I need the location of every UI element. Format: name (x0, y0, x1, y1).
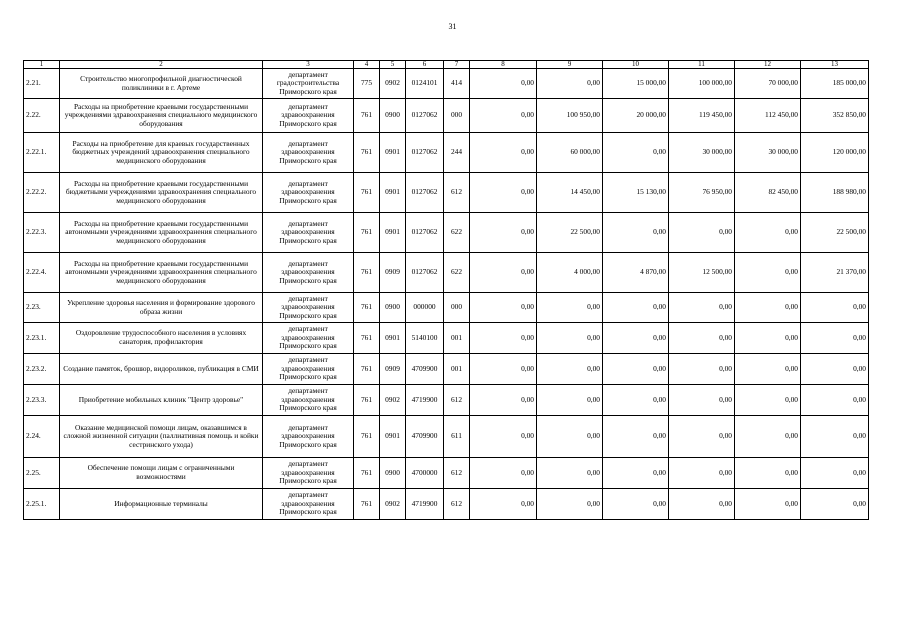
value-col-12: 0,00 (735, 213, 801, 253)
value-col-10: 0,00 (603, 133, 669, 173)
row-number: 2.24. (24, 416, 60, 458)
row-number: 2.23.3. (24, 385, 60, 416)
value-col-10: 20 000,00 (603, 99, 669, 133)
value-col-11: 0,00 (669, 354, 735, 385)
table-row (24, 133, 869, 173)
row-number: 2.25.1. (24, 489, 60, 520)
row-department: департамент здравоохранения Приморского края (263, 293, 354, 323)
row-title: Обеспечение помощи лицам с ограниченными возможностями (60, 458, 263, 489)
code-target: 4700000 (406, 458, 444, 489)
row-department: департамент здравоохранения Приморского края (263, 133, 354, 173)
value-col-11: 100 000,00 (669, 69, 735, 99)
table-row (24, 323, 869, 354)
table-row (24, 173, 869, 213)
code-type: 000 (444, 99, 470, 133)
value-col-8: 0,00 (470, 69, 537, 99)
code-section: 0900 (380, 293, 406, 323)
value-col-9: 0,00 (537, 489, 603, 520)
value-col-13: 0,00 (801, 458, 869, 489)
value-col-11: 0,00 (669, 323, 735, 354)
code-section: 0901 (380, 133, 406, 173)
value-col-12: 0,00 (735, 293, 801, 323)
row-department: департамент здравоохранения Приморского края (263, 416, 354, 458)
value-col-8: 0,00 (470, 133, 537, 173)
page-number: 31 (448, 22, 457, 31)
value-col-12: 0,00 (735, 458, 801, 489)
code-grbs: 761 (354, 133, 380, 173)
table-row (24, 99, 869, 133)
column-header: 5 (380, 61, 406, 69)
column-header: 9 (537, 61, 603, 69)
value-col-9: 0,00 (537, 458, 603, 489)
code-type: 000 (444, 293, 470, 323)
value-col-13: 120 000,00 (801, 133, 869, 173)
table-body (24, 61, 869, 520)
code-type: 244 (444, 133, 470, 173)
value-col-10: 0,00 (603, 354, 669, 385)
row-number: 2.21. (24, 69, 60, 99)
value-col-8: 0,00 (470, 323, 537, 354)
value-col-13: 22 500,00 (801, 213, 869, 253)
code-target: 0127062 (406, 173, 444, 213)
row-department: департамент здравоохранения Приморского края (263, 354, 354, 385)
value-col-10: 0,00 (603, 416, 669, 458)
code-grbs: 761 (354, 253, 380, 293)
row-department: департамент здравоохранения Приморского края (263, 253, 354, 293)
value-col-13: 188 980,00 (801, 173, 869, 213)
budget-table (23, 60, 869, 520)
value-col-9: 0,00 (537, 385, 603, 416)
code-target: 0127062 (406, 133, 444, 173)
value-col-10: 0,00 (603, 323, 669, 354)
value-col-8: 0,00 (470, 293, 537, 323)
value-col-9: 60 000,00 (537, 133, 603, 173)
value-col-12: 0,00 (735, 253, 801, 293)
table-row (24, 293, 869, 323)
value-col-8: 0,00 (470, 213, 537, 253)
code-type: 414 (444, 69, 470, 99)
value-col-11: 119 450,00 (669, 99, 735, 133)
value-col-13: 0,00 (801, 293, 869, 323)
code-grbs: 761 (354, 173, 380, 213)
column-header: 10 (603, 61, 669, 69)
row-number: 2.22. (24, 99, 60, 133)
value-col-9: 14 450,00 (537, 173, 603, 213)
table-row (24, 416, 869, 458)
value-col-13: 185 000,00 (801, 69, 869, 99)
row-number: 2.25. (24, 458, 60, 489)
row-department: департамент здравоохранения Приморского края (263, 213, 354, 253)
value-col-12: 0,00 (735, 354, 801, 385)
column-header: 11 (669, 61, 735, 69)
value-col-12: 0,00 (735, 385, 801, 416)
value-col-8: 0,00 (470, 458, 537, 489)
row-department: департамент градостроительства Приморского края (263, 69, 354, 99)
row-title: Создание памяток, брошюр, видороликов, публикация в СМИ (60, 354, 263, 385)
row-number: 2.22.2. (24, 173, 60, 213)
row-department: департамент здравоохранения Приморского края (263, 323, 354, 354)
value-col-12: 70 000,00 (735, 69, 801, 99)
code-type: 612 (444, 173, 470, 213)
value-col-8: 0,00 (470, 173, 537, 213)
value-col-13: 352 850,00 (801, 99, 869, 133)
value-col-12: 0,00 (735, 489, 801, 520)
code-type: 622 (444, 253, 470, 293)
row-title: Расходы на приобретение краевыми государственными бюджетными учреждениями здравоохранения специального медицинского оборудования (60, 173, 263, 213)
row-title: Расходы на приобретение краевыми государственными учреждениями здравоохранения специального медицинского оборудования (60, 99, 263, 133)
code-grbs: 761 (354, 385, 380, 416)
code-type: 001 (444, 354, 470, 385)
value-col-9: 0,00 (537, 354, 603, 385)
value-col-8: 0,00 (470, 99, 537, 133)
value-col-12: 82 450,00 (735, 173, 801, 213)
code-section: 0901 (380, 416, 406, 458)
code-section: 0900 (380, 458, 406, 489)
code-target: 0124101 (406, 69, 444, 99)
code-target: 4719900 (406, 489, 444, 520)
value-col-9: 22 500,00 (537, 213, 603, 253)
row-title: Приобретение мобильных клиник "Центр здоровье" (60, 385, 263, 416)
code-section: 0902 (380, 385, 406, 416)
value-col-11: 12 500,00 (669, 253, 735, 293)
row-number: 2.23.1. (24, 323, 60, 354)
row-department: департамент здравоохранения Приморского края (263, 99, 354, 133)
code-grbs: 761 (354, 213, 380, 253)
value-col-11: 0,00 (669, 213, 735, 253)
value-col-11: 0,00 (669, 458, 735, 489)
code-target: 0127062 (406, 99, 444, 133)
code-section: 0901 (380, 213, 406, 253)
code-type: 612 (444, 489, 470, 520)
value-col-11: 0,00 (669, 293, 735, 323)
row-department: департамент здравоохранения Приморского края (263, 173, 354, 213)
value-col-10: 0,00 (603, 293, 669, 323)
code-grbs: 761 (354, 323, 380, 354)
row-title: Расходы на приобретение краевыми государственными автономными учреждениями здравоохранения специального медицинского оборудования (60, 253, 263, 293)
value-col-10: 4 870,00 (603, 253, 669, 293)
row-number: 2.22.1. (24, 133, 60, 173)
column-header: 12 (735, 61, 801, 69)
row-title: Информационные терминалы (60, 489, 263, 520)
column-header: 3 (263, 61, 354, 69)
value-col-11: 30 000,00 (669, 133, 735, 173)
code-type: 611 (444, 416, 470, 458)
code-grbs: 761 (354, 489, 380, 520)
value-col-8: 0,00 (470, 253, 537, 293)
value-col-11: 0,00 (669, 416, 735, 458)
table-row (24, 253, 869, 293)
value-col-8: 0,00 (470, 489, 537, 520)
value-col-8: 0,00 (470, 416, 537, 458)
column-header: 1 (24, 61, 60, 69)
value-col-10: 0,00 (603, 213, 669, 253)
code-target: 5140100 (406, 323, 444, 354)
code-grbs: 761 (354, 458, 380, 489)
code-grbs: 761 (354, 416, 380, 458)
row-title: Оздоровление трудоспособного населения в условиях санатория, профилактория (60, 323, 263, 354)
table-row (24, 385, 869, 416)
value-col-9: 0,00 (537, 69, 603, 99)
value-col-9: 0,00 (537, 323, 603, 354)
value-col-12: 0,00 (735, 416, 801, 458)
code-type: 612 (444, 458, 470, 489)
value-col-8: 0,00 (470, 354, 537, 385)
row-number: 2.22.4. (24, 253, 60, 293)
column-header: 7 (444, 61, 470, 69)
table-row (24, 69, 869, 99)
row-department: департамент здравоохранения Приморского края (263, 385, 354, 416)
value-col-10: 15 130,00 (603, 173, 669, 213)
row-number: 2.23.2. (24, 354, 60, 385)
column-header: 8 (470, 61, 537, 69)
row-department: департамент здравоохранения Приморского края (263, 489, 354, 520)
value-col-11: 76 950,00 (669, 173, 735, 213)
code-target: 000000 (406, 293, 444, 323)
row-title: Расходы на приобретение для краевых государственных бюджетных учреждений здравоохранения специального медицинского оборудования (60, 133, 263, 173)
code-section: 0902 (380, 69, 406, 99)
code-grbs: 775 (354, 69, 380, 99)
code-section: 0909 (380, 354, 406, 385)
code-type: 001 (444, 323, 470, 354)
value-col-9: 0,00 (537, 416, 603, 458)
value-col-13: 0,00 (801, 416, 869, 458)
value-col-13: 0,00 (801, 385, 869, 416)
code-section: 0901 (380, 173, 406, 213)
row-number: 2.22.3. (24, 213, 60, 253)
value-col-13: 0,00 (801, 323, 869, 354)
table-row (24, 489, 869, 520)
value-col-8: 0,00 (470, 385, 537, 416)
value-col-13: 21 370,00 (801, 253, 869, 293)
row-department: департамент здравоохранения Приморского края (263, 458, 354, 489)
code-target: 4719900 (406, 385, 444, 416)
value-col-13: 0,00 (801, 354, 869, 385)
row-title: Строительство многопрофильной диагностической поликлиники в г. Артеме (60, 69, 263, 99)
code-grbs: 761 (354, 99, 380, 133)
code-type: 622 (444, 213, 470, 253)
column-header: 4 (354, 61, 380, 69)
value-col-12: 112 450,00 (735, 99, 801, 133)
code-target: 4709900 (406, 354, 444, 385)
code-type: 612 (444, 385, 470, 416)
code-section: 0909 (380, 253, 406, 293)
value-col-12: 30 000,00 (735, 133, 801, 173)
column-header: 6 (406, 61, 444, 69)
value-col-9: 100 950,00 (537, 99, 603, 133)
value-col-10: 0,00 (603, 458, 669, 489)
value-col-10: 15 000,00 (603, 69, 669, 99)
value-col-10: 0,00 (603, 385, 669, 416)
code-section: 0900 (380, 99, 406, 133)
value-col-11: 0,00 (669, 489, 735, 520)
row-title: Оказание медицинской помощи лицам, оказавшимся в сложной жизненной ситуации (паллиативная помощь и койки сестринского ухода) (60, 416, 263, 458)
value-col-11: 0,00 (669, 385, 735, 416)
code-target: 0127062 (406, 213, 444, 253)
value-col-10: 0,00 (603, 489, 669, 520)
code-section: 0902 (380, 489, 406, 520)
value-col-9: 0,00 (537, 293, 603, 323)
table-row (24, 354, 869, 385)
value-col-12: 0,00 (735, 323, 801, 354)
table-row (24, 458, 869, 489)
code-grbs: 761 (354, 354, 380, 385)
value-col-9: 4 000,00 (537, 253, 603, 293)
table-row (24, 213, 869, 253)
code-section: 0901 (380, 323, 406, 354)
column-header: 13 (801, 61, 869, 69)
code-target: 4709900 (406, 416, 444, 458)
row-number: 2.23. (24, 293, 60, 323)
column-header: 2 (60, 61, 263, 69)
value-col-13: 0,00 (801, 489, 869, 520)
code-target: 0127062 (406, 253, 444, 293)
row-title: Расходы на приобретение краевыми государственными автономными учреждениями здравоохранения специального медицинского оборудования (60, 213, 263, 253)
code-grbs: 761 (354, 293, 380, 323)
header-row (24, 61, 869, 69)
row-title: Укрепление здоровья населения и формирование здорового образа жизни (60, 293, 263, 323)
